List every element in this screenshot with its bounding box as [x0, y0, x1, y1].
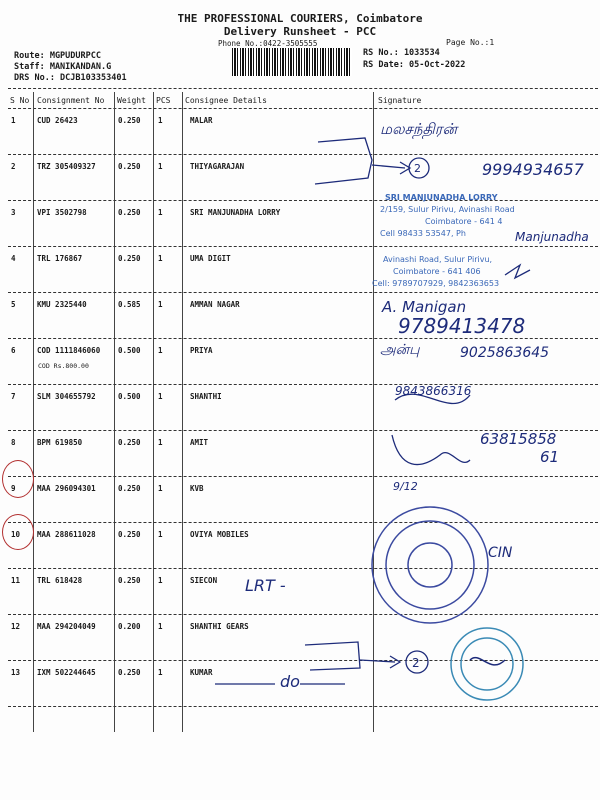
row-consignment-no: MAA 288611028: [37, 530, 96, 539]
bracket-mark: [305, 642, 360, 670]
round-stamp-seal: [372, 507, 488, 623]
staff: Staff: MANIKANDAN.G: [14, 62, 112, 72]
row-pcs: 1: [158, 576, 163, 585]
row-consignment-no: COD 1111846060: [37, 346, 101, 355]
phone-number: Phone No.:0422-3505555: [218, 39, 318, 48]
row-pcs: 1: [158, 622, 163, 631]
page-number: Page No.:1: [446, 38, 495, 47]
row-sno: 12: [11, 622, 21, 631]
row-pcs: 1: [158, 484, 163, 493]
row-pcs: 1: [158, 254, 163, 263]
signature-text: Manjunadha: [515, 230, 589, 244]
row-weight: 0.250: [118, 208, 141, 217]
row-consignment-no: TRL 618428: [37, 576, 83, 585]
row-pcs: 1: [158, 530, 163, 539]
row-weight: 0.250: [118, 162, 141, 171]
row-pcs: 1: [158, 208, 163, 217]
row-sno: 3: [11, 208, 16, 217]
stamp-line: Cell 98433 53547, Ph: [380, 229, 466, 238]
row-consignee: THIYAGARAJAN: [190, 162, 245, 171]
circled-number-text: 2: [414, 162, 421, 175]
signature-text: LRT -: [245, 576, 286, 595]
stamp-line: Avinashi Road, Sulur Pirivu,: [383, 255, 493, 264]
row-consignment-no: SLM 304655792: [37, 392, 96, 401]
row-consignee: OVIYA MOBILES: [190, 530, 249, 539]
row-consignee: AMMAN NAGAR: [190, 300, 240, 309]
row-consignee: SRI MANJUNADHA LORRY: [190, 208, 281, 217]
round-stamp-seal-2: [451, 628, 523, 700]
route: Route: MGPUDURPCC: [14, 51, 101, 61]
signature-scribble: [470, 658, 505, 665]
row-sno: 2: [11, 162, 16, 171]
row-weight: 0.250: [118, 484, 141, 493]
row-sno: 5: [11, 300, 16, 309]
stamp-line: SRI MANJUNADHA LORRY: [385, 193, 498, 202]
row-weight: 0.585: [118, 300, 141, 309]
signature-text: A. Manigan: [382, 298, 467, 316]
drs-number: DRS No.: DCJB103353401: [14, 73, 127, 83]
row-pcs: 1: [158, 438, 163, 447]
row-pcs: 1: [158, 668, 163, 677]
stamp-line: Coimbatore - 641 4: [425, 217, 503, 226]
stamp-line: Coimbatore - 641 406: [393, 267, 481, 276]
row-pcs: 1: [158, 392, 163, 401]
row-weight: 0.250: [118, 668, 141, 677]
row-pcs: 1: [158, 346, 163, 355]
col-consignee: Consignee Details: [185, 96, 267, 105]
row-weight: 0.250: [118, 438, 141, 447]
signature-scribble: [392, 435, 470, 465]
signature-text: 9025863645: [460, 345, 550, 361]
row-weight: 0.500: [118, 346, 141, 355]
row-weight: 0.250: [118, 254, 141, 263]
row-sno: 10: [11, 530, 21, 539]
row-consignee: PRIYA: [190, 346, 213, 355]
row-consignee: KVB: [190, 484, 204, 493]
row-sno: 8: [11, 438, 16, 447]
signature-text: 9/12: [393, 480, 418, 493]
row-consignment-no: TRL 176867: [37, 254, 83, 263]
row-consignee: MALAR: [190, 116, 213, 125]
signature-text: 9994934657: [482, 160, 584, 179]
row-weight: 0.250: [118, 576, 141, 585]
row-sno: 1: [11, 116, 16, 125]
row-sno: 9: [11, 484, 16, 493]
circled-number-text: 2: [412, 656, 420, 670]
row-consignee: KUMAR: [190, 668, 213, 677]
pen-marks: [215, 138, 530, 684]
row-pcs: 1: [158, 116, 163, 125]
signature-text: CIN: [488, 545, 513, 561]
row-consignment-no: BPM 619850: [37, 438, 83, 447]
signature-text: அன்பு: [380, 342, 420, 358]
col-sno: S No: [10, 96, 30, 105]
col-weight: Weight: [117, 96, 146, 105]
row-pcs: 1: [158, 300, 163, 309]
signature-text: 9789413478: [398, 314, 526, 338]
document-subtitle: Delivery Runsheet - PCC: [223, 25, 377, 38]
row-consignment-no: CUD 26423: [37, 116, 78, 125]
row-sno: 4: [11, 254, 16, 263]
rs-date: RS Date: 05-Oct-2022: [363, 60, 466, 70]
row-consignment-no: IXM 502244645: [37, 668, 96, 677]
signature-text: do: [280, 672, 300, 691]
row-consignment-no: KMU 2325440: [37, 300, 87, 309]
row-consignee: SHANTHI GEARS: [190, 622, 249, 631]
row-consignment-no: MAA 294204049: [37, 622, 96, 631]
row-sno: 13: [11, 668, 21, 677]
signature-text: மலசந்திரன்: [380, 120, 458, 138]
red-circle-mark: [2, 514, 34, 550]
col-consignment: Consignment No: [37, 96, 105, 105]
row-sno: 7: [11, 392, 16, 401]
row-consignee: SHANTHI: [190, 392, 222, 401]
row-consignee: AMIT: [190, 438, 209, 447]
arrow-mark: [360, 660, 395, 662]
rs-number: RS No.: 1033534: [363, 48, 440, 58]
row-consignment-no: VPI 3502798: [37, 208, 87, 217]
row-consignee: UMA DIGIT: [190, 254, 231, 263]
signature-text: 61: [540, 448, 560, 466]
row-weight: 0.250: [118, 116, 141, 125]
row-sno: 6: [11, 346, 16, 355]
red-circle-mark: [2, 460, 34, 498]
col-pcs: PCS: [156, 96, 171, 105]
stamp-line: Cell: 9789707929, 9842363653: [372, 279, 500, 288]
row-consignment-no: MAA 296094301: [37, 484, 96, 493]
row-sno: 11: [11, 576, 21, 585]
row-consignment-no: TRZ 305409327: [37, 162, 96, 171]
signature-scribble: [505, 265, 530, 278]
signature-text: 9843866316: [395, 384, 472, 398]
signature-scribble: [395, 394, 470, 403]
bracket-mark: [315, 138, 372, 184]
row-weight: 0.250: [118, 530, 141, 539]
cod-note: COD Rs.800.00: [38, 362, 89, 370]
col-signature: Signature: [378, 96, 422, 105]
row-pcs: 1: [158, 162, 163, 171]
stamp-line: 2/159, Sulur Pirivu, Avinashi Road: [380, 205, 515, 214]
arrow-mark: [372, 165, 405, 168]
row-consignee: SIECON: [190, 576, 218, 585]
document-title: THE PROFESSIONAL COURIERS, Coimbatore: [177, 12, 423, 25]
row-weight: 0.200: [118, 622, 141, 631]
signature-text: 63815858: [480, 430, 557, 448]
row-weight: 0.500: [118, 392, 141, 401]
